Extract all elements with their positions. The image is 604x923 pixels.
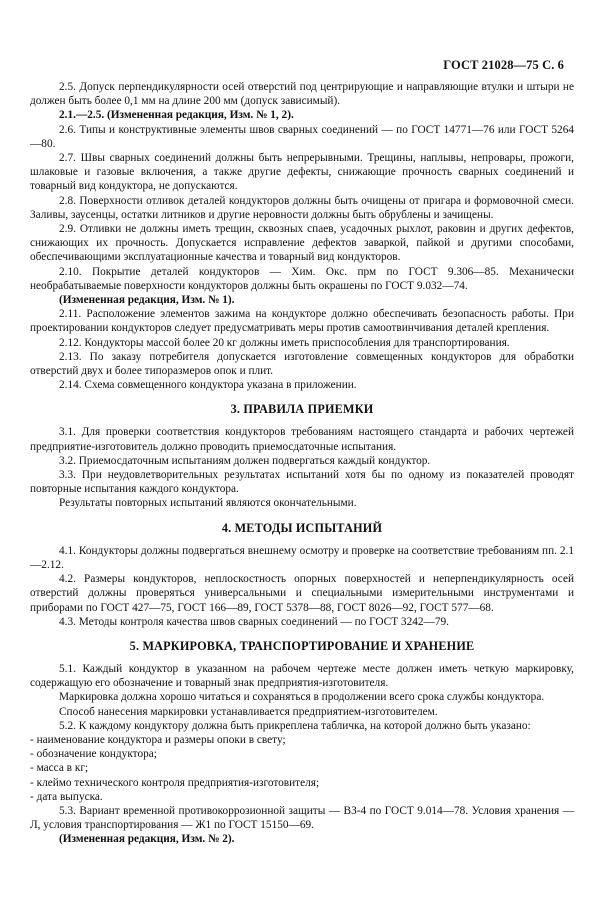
list-item: - наименование кондуктора и размеры опоки в свету; (30, 733, 286, 746)
paragraph-2-5: 2.5. Допуск перпендикулярности осей отверстий под центрирующие и направляющие втулки и штыри не должен быть более 0,1 мм на длине 200 мм (допуск зависимый). (30, 81, 574, 108)
paragraph-4-2: 4.2. Размеры кондукторов, неплоскостность опорных поверхностей и неперпендикулярность осей отверстий должны проверяться универсальными и специальными измерительными инструментами и приборами по ГОСТ 427—75, ГОСТ 166—89, ГОСТ 5378—88, ГОСТ 8026—92, ГОСТ 577—68. (30, 573, 574, 614)
page-header: ГОСТ 21028—75 С. 6 (443, 58, 564, 72)
paragraph-5-method: Способ нанесения маркировки устанавливается предприятием-изготовителем. (59, 705, 438, 718)
amendment-note: (Измененная редакция, Изм. № 2). (59, 833, 235, 846)
paragraph-5-marking: Маркировка должна хорошо читаться и сохраняться в продолжении всего срока службы кондуктора. (59, 691, 545, 704)
section-heading-5: 5. МАРКИРОВКА, ТРАНСПОРТИРОВАНИЕ И ХРАНЕНИЕ (129, 638, 475, 653)
list-item: - обозначение кондуктора; (30, 748, 157, 761)
paragraph-2-14: 2.14. Схема совмещенного кондуктора указана в приложении. (59, 379, 357, 392)
paragraph-2-12: 2.12. Кондукторы массой более 20 кг должны иметь приспособления для транспортирования. (59, 336, 510, 349)
amendment-note: (Измененная редакция, Изм. № 1). (59, 294, 235, 307)
list-item: - клеймо технического контроля предприятия-изготовителя; (30, 776, 320, 789)
document-body (30, 80, 574, 847)
amendment-note: 2.1.—2.5. (Измененная редакция, Изм. № 1, 2). (59, 109, 294, 122)
paragraph-4-3: 4.3. Методы контроля качества швов сварных соединений — по ГОСТ 3242—79. (59, 615, 449, 628)
paragraph-3-1: 3.1. Для проверки соответствия кондукторов требованиям настоящего стандарта и рабочих чертежей предприятие-изготовитель должно проводить приемосдаточные испытания. (30, 426, 574, 453)
paragraph-2-9: 2.9. Отливки не должны иметь трещин, сквозных спаев, усадочных рыхлот, раковин и других дефектов, снижающих их прочность. Допускается исправление дефектов заваркой, пайкой и другими способами, обеспечивающими эксплуатационные качества и товарный вид кондукторов. (30, 223, 574, 264)
section-heading-4: 4. МЕТОДЫ ИСПЫТАНИЙ (221, 520, 383, 535)
paragraph-2-13: 2.13. По заказу потребителя допускается изготовление совмещенных кондукторов для обработки отверстий двух и более типоразмеров опок и плит. (30, 350, 574, 378)
paragraph-3-2: 3.2. Приемосдаточным испытаниям должен подвергаться каждый кондуктор. (59, 454, 431, 467)
list-item: - дата выпуска. (30, 790, 103, 803)
paragraph-5-3: 5.3. Вариант временной противокоррозионной защиты — ВЗ-4 по ГОСТ 9.014—78. Условия хранения — Л, условия транспортирования — Ж1 по ГОСТ 15150—69. (30, 804, 574, 832)
paragraph-3-3: 3.3. При неудовлетворительных результатах испытаний хотя бы по одному из показателей проводят повторные испытания каждого кондуктора. (30, 469, 574, 496)
paragraph-5-1: 5.1. Каждый кондуктор в указанном на рабочем чертеже месте должен иметь четкую маркировку, содержащую его обозначение и товарный знак предприятия-изготовителя. (30, 662, 574, 690)
section-heading-3: 3. ПРАВИЛА ПРИЕМКИ (230, 402, 374, 417)
list-item: - масса в кг; (30, 762, 89, 775)
paragraph-4-1: 4.1. Кондукторы должны подвергаться внешнему осмотру и проверке на соответствие требованиям пп. 2.1—2.12. (30, 544, 574, 571)
paragraph-2-8: 2.8. Поверхности отливок деталей кондукторов должны быть очищены от пригара и формовочной смеси. Заливы, заусенцы, остатки литников и другие неровности должны быть обрублены и зачищены. (30, 194, 574, 221)
paragraph-2-7: 2.7. Швы сварных соединений должны быть непрерывными. Трещины, наплывы, непровары, прожоги, шлаковые и газовые включения, а также другие дефекты, снижающие прочность сварных соединений и товарный вид кондуктора, не допускаются. (30, 152, 574, 193)
paragraph-3-results: Результаты повторных испытаний являются окончательными. (59, 497, 357, 510)
paragraph-2-10: 2.10. Покрытие деталей кондукторов — Хим. Окс. прм по ГОСТ 9.306—85. Механически необрабатываемые поверхности кондукторов должны быть окрашены по ГОСТ 9.032—74. (30, 265, 574, 292)
paragraph-5-2: 5.2. К каждому кондуктору должна быть прикреплена табличка, на которой должно быть указано: (59, 719, 531, 732)
paragraph-2-11: 2.11. Расположение элементов зажима на кондукторе должно обеспечивать безопасность работы. При проектировании кондукторов следует предусматривать меры против самоотвинчивания деталей крепления. (30, 308, 574, 335)
paragraph-2-6: 2.6. Типы и конструктивные элементы швов сварных соединений — по ГОСТ 14771—76 или ГОСТ 5264—80. (30, 123, 574, 150)
